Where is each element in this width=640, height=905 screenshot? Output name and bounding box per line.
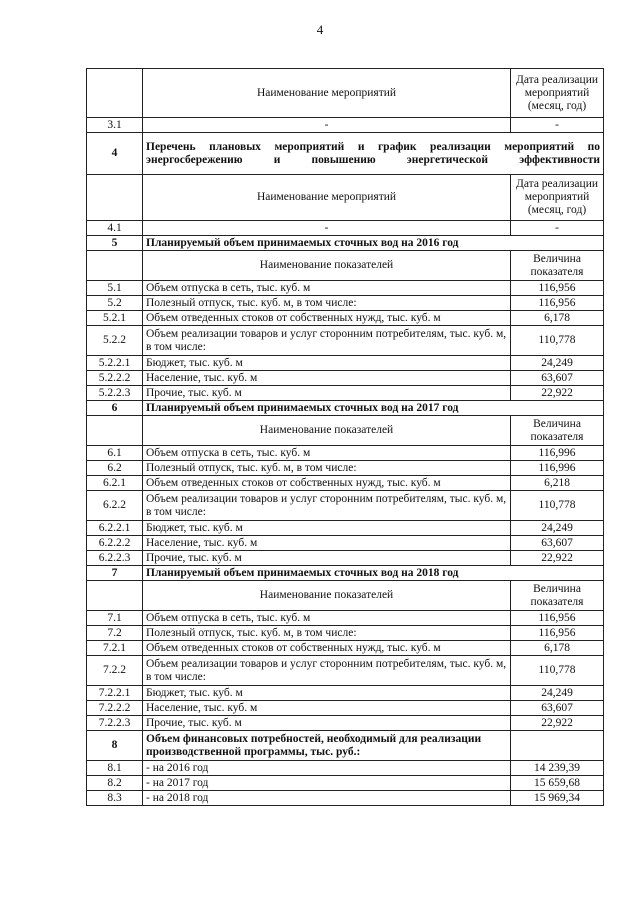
indicator-value-cell: 24,249 — [511, 356, 604, 371]
column-header-name: Наименование показателей — [143, 251, 511, 281]
indicator-value-cell: 22,922 — [511, 716, 604, 731]
table-row — [87, 716, 604, 731]
indicator-value-cell: 110,778 — [511, 491, 604, 521]
table-header-row — [87, 69, 604, 118]
column-header-name: Наименование мероприятий — [143, 69, 511, 118]
table-row — [87, 491, 604, 521]
row-number-cell: 5.2.2.3 — [87, 386, 143, 401]
column-header-name: Наименование показателей — [143, 581, 511, 611]
table-row — [87, 686, 604, 701]
section-row — [87, 133, 604, 175]
row-number-cell: 3.1 — [87, 118, 143, 133]
row-number-cell: 8.2 — [87, 776, 143, 791]
indicator-name-cell: Полезный отпуск, тыс. куб. м, в том числе: — [143, 626, 511, 641]
table-row — [87, 281, 604, 296]
indicator-name-cell: Прочие, тыс. куб. м — [143, 551, 511, 566]
column-header-name: Наименование показателей — [143, 416, 511, 446]
row-number-cell: 5.2.1 — [87, 311, 143, 326]
indicator-name-cell: Объем реализации товаров и услуг сторонним потребителям, тыс. куб. м, в том числе: — [143, 326, 511, 356]
row-number-cell: 4.1 — [87, 221, 143, 236]
indicator-value-cell: 63,607 — [511, 371, 604, 386]
table-header-row — [87, 416, 604, 446]
row-number-cell: 7.2 — [87, 626, 143, 641]
indicator-value-cell — [511, 731, 604, 761]
column-header-value: Дата реализации мероприятий (месяц, год) — [511, 69, 604, 118]
indicator-value-cell: 110,778 — [511, 326, 604, 356]
section-row — [87, 566, 604, 581]
row-number-cell: 6.2.2 — [87, 491, 143, 521]
section-number: 6 — [87, 401, 143, 416]
table-row — [87, 311, 604, 326]
column-header-value: Величина показателя — [511, 251, 604, 281]
indicator-name-cell: Население, тыс. куб. м — [143, 536, 511, 551]
row-number-cell — [87, 581, 143, 611]
section-title: Планируемый объем принимаемых сточных вод на 2017 год — [143, 401, 604, 416]
table-row — [87, 536, 604, 551]
section-number: 7 — [87, 566, 143, 581]
column-header-value: Величина показателя — [511, 581, 604, 611]
table-row — [87, 761, 604, 776]
indicator-name-cell: - — [143, 221, 511, 236]
row-number-cell: 8.1 — [87, 761, 143, 776]
row-number-cell — [87, 175, 143, 221]
section-number: 5 — [87, 236, 143, 251]
table-row — [87, 701, 604, 716]
indicator-value-cell: 6,218 — [511, 476, 604, 491]
indicator-value-cell: 6,178 — [511, 641, 604, 656]
indicator-name-cell: Полезный отпуск, тыс. куб. м, в том числе: — [143, 461, 511, 476]
indicator-value-cell: 63,607 — [511, 701, 604, 716]
table-row — [87, 356, 604, 371]
indicator-value-cell: 24,249 — [511, 686, 604, 701]
table-row — [87, 296, 604, 311]
program-table — [86, 68, 604, 806]
indicator-value-cell: 24,249 — [511, 521, 604, 536]
indicator-value-cell: 6,178 — [511, 311, 604, 326]
indicator-value-cell: 116,956 — [511, 281, 604, 296]
indicator-value-cell: 116,996 — [511, 446, 604, 461]
indicator-name-cell: - на 2016 год — [143, 761, 511, 776]
column-header-value: Величина показателя — [511, 416, 604, 446]
table-row — [87, 626, 604, 641]
row-number-cell: 6.2.2.1 — [87, 521, 143, 536]
table-row — [87, 611, 604, 626]
row-number-cell — [87, 69, 143, 118]
column-header-name: Наименование мероприятий — [143, 175, 511, 221]
table-row — [87, 476, 604, 491]
table-row — [87, 326, 604, 356]
row-number-cell: 7.2.2 — [87, 656, 143, 686]
row-number-cell: 5.1 — [87, 281, 143, 296]
row-number-cell — [87, 416, 143, 446]
indicator-name-cell: Объем реализации товаров и услуг сторонним потребителям, тыс. куб. м, в том числе: — [143, 491, 511, 521]
row-number-cell: 5.2.2 — [87, 326, 143, 356]
indicator-name-cell: Объем отпуска в сеть, тыс. куб. м — [143, 611, 511, 626]
row-number-cell: 6.2.2.2 — [87, 536, 143, 551]
row-number-cell: 6.1 — [87, 446, 143, 461]
row-number-cell: 5.2.2.1 — [87, 356, 143, 371]
indicator-name-cell: Бюджет, тыс. куб. м — [143, 521, 511, 536]
indicator-value-cell: 116,996 — [511, 461, 604, 476]
indicator-name-cell: - на 2017 год — [143, 776, 511, 791]
row-number-cell: 7.2.2.1 — [87, 686, 143, 701]
row-number-cell: 5.2 — [87, 296, 143, 311]
indicator-name-cell: Объем отпуска в сеть, тыс. куб. м — [143, 281, 511, 296]
indicator-value-cell: 116,956 — [511, 626, 604, 641]
row-number-cell: 6.2 — [87, 461, 143, 476]
section-title: Перечень плановых мероприятий и график реализации мероприятий по энергосбережению и повышению энергетической эффективности — [143, 133, 604, 175]
indicator-name-cell: Бюджет, тыс. куб. м — [143, 686, 511, 701]
indicator-value-cell: 15 969,34 — [511, 791, 604, 806]
indicator-value-cell: 116,956 — [511, 296, 604, 311]
indicator-name-cell: Прочие, тыс. куб. м — [143, 716, 511, 731]
section-number: 4 — [87, 133, 143, 175]
row-number-cell: 7.2.2.3 — [87, 716, 143, 731]
section-row — [87, 236, 604, 251]
indicator-name-cell: Население, тыс. куб. м — [143, 371, 511, 386]
row-number-cell: 6.2.2.3 — [87, 551, 143, 566]
section-title: Планируемый объем принимаемых сточных вод на 2018 год — [143, 566, 604, 581]
indicator-name-cell: Полезный отпуск, тыс. куб. м, в том числе: — [143, 296, 511, 311]
indicator-value-cell: 22,922 — [511, 386, 604, 401]
row-number-cell: 6.2.1 — [87, 476, 143, 491]
indicator-value-cell: - — [511, 221, 604, 236]
indicator-name-cell: Объем отведенных стоков от собственных нужд, тыс. куб. м — [143, 641, 511, 656]
table-row — [87, 776, 604, 791]
row-number-cell — [87, 251, 143, 281]
indicator-name-cell: Бюджет, тыс. куб. м — [143, 356, 511, 371]
table-row — [87, 731, 604, 761]
indicator-value-cell: 110,778 — [511, 656, 604, 686]
indicator-name-cell: Объем отведенных стоков от собственных нужд, тыс. куб. м — [143, 476, 511, 491]
indicator-name-cell: - на 2018 год — [143, 791, 511, 806]
table-row — [87, 551, 604, 566]
row-number-cell: 7.1 — [87, 611, 143, 626]
table-row — [87, 118, 604, 133]
table-row — [87, 791, 604, 806]
indicator-value-cell: 116,956 — [511, 611, 604, 626]
indicator-name-cell: Объем финансовых потребностей, необходимый для реализации производственной программы, тыс. руб.: — [143, 731, 511, 761]
table-row — [87, 461, 604, 476]
table-row — [87, 371, 604, 386]
table-row — [87, 521, 604, 536]
row-number-cell: 5.2.2.2 — [87, 371, 143, 386]
row-number-cell: 8 — [87, 731, 143, 761]
indicator-name-cell: Объем отведенных стоков от собственных нужд, тыс. куб. м — [143, 311, 511, 326]
table-header-row — [87, 581, 604, 611]
indicator-value-cell: 22,922 — [511, 551, 604, 566]
table-row — [87, 221, 604, 236]
indicator-value-cell: - — [511, 118, 604, 133]
indicator-value-cell: 14 239,39 — [511, 761, 604, 776]
indicator-value-cell: 63,607 — [511, 536, 604, 551]
table-header-row — [87, 251, 604, 281]
indicator-name-cell: Прочие, тыс. куб. м — [143, 386, 511, 401]
indicator-name-cell: Население, тыс. куб. м — [143, 701, 511, 716]
table-row — [87, 641, 604, 656]
table-row — [87, 386, 604, 401]
table-header-row — [87, 175, 604, 221]
indicator-name-cell: Объем реализации товаров и услуг сторонним потребителям, тыс. куб. м, в том числе: — [143, 656, 511, 686]
table-row — [87, 656, 604, 686]
section-row — [87, 401, 604, 416]
indicator-value-cell: 15 659,68 — [511, 776, 604, 791]
table-row — [87, 446, 604, 461]
indicator-name-cell: - — [143, 118, 511, 133]
row-number-cell: 7.2.2.2 — [87, 701, 143, 716]
page-number: 4 — [316, 22, 324, 37]
row-number-cell: 7.2.1 — [87, 641, 143, 656]
row-number-cell: 8.3 — [87, 791, 143, 806]
column-header-value: Дата реализации мероприятий (месяц, год) — [511, 175, 604, 221]
section-title: Планируемый объем принимаемых сточных вод на 2016 год — [143, 236, 604, 251]
indicator-name-cell: Объем отпуска в сеть, тыс. куб. м — [143, 446, 511, 461]
